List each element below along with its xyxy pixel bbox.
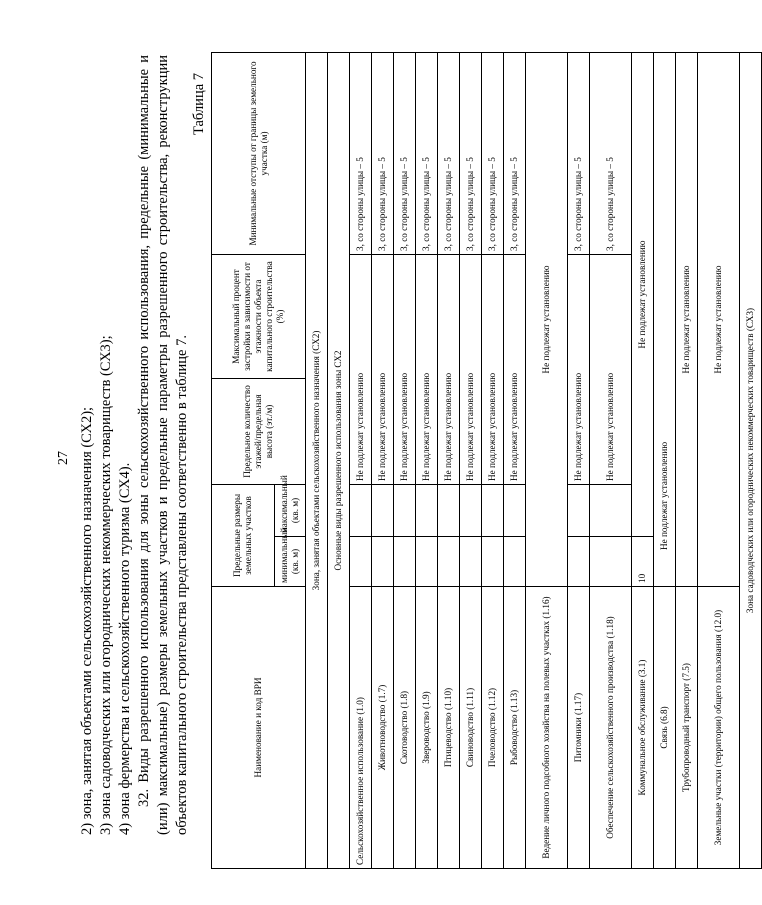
row-floors: Не подлежат установлению (460, 254, 482, 484)
table-row (350, 52, 372, 868)
header-name: Наименование и код ВРИ (212, 587, 306, 869)
row-floors: Не подлежат установлению (482, 254, 504, 484)
header-max: максимальный (кв. м) (275, 484, 306, 536)
row-floors: Не подлежат установлению (438, 254, 460, 484)
table-row (438, 52, 460, 868)
table-row (394, 52, 416, 868)
list-item-cx4: 4) зона фермерства и сельскохозяйственного туризма (СХ4). (117, 462, 133, 835)
row-max (482, 484, 504, 536)
table-row (372, 52, 394, 868)
table-row (504, 52, 526, 868)
row-min (568, 537, 590, 587)
table-row (698, 52, 740, 868)
row-max (590, 484, 632, 536)
table-row (632, 52, 654, 868)
row-name: Свиноводство (1.11) (460, 587, 482, 869)
table-row (460, 52, 482, 868)
row-max (568, 484, 590, 536)
header-min: минимальный (кв. м) (275, 537, 306, 587)
header-floors: Предельное количество этажей/предельная высота (эт./м) (212, 378, 306, 484)
row-value: Не подлежат установлению (698, 52, 740, 586)
row-value: Не подлежат установлению (526, 52, 568, 586)
table-row (676, 52, 698, 868)
page-number: 27 (56, 451, 71, 465)
row-name: Коммунальное обслуживание (3.1) (632, 587, 654, 869)
row-value: Не подлежат установлению (676, 52, 698, 586)
row-min: 10 (632, 537, 654, 587)
table-row (526, 52, 568, 868)
row-name: Ведение личного подсобного хозяйства на полевых участках (1.16) (526, 587, 568, 869)
row-setback: 3, со стороны улицы – 5 (394, 52, 416, 254)
row-floors: Не подлежат установлению (372, 254, 394, 484)
row-min (350, 537, 372, 587)
row-min (590, 537, 632, 587)
row-min (438, 537, 460, 587)
zoning-table (211, 52, 762, 869)
table-row (482, 52, 504, 868)
paragraph-32: 32. Виды разрешенного использования для зоны сельскохозяйственного использования, предельные (минимальные и (или) максимальные) размеры земельных участков и предельные параметры разрешенного строительства, реконструкции объектов капитального строительства представлены соответственно в таблице 7. (136, 55, 190, 835)
row-max (350, 484, 372, 536)
table-row (416, 52, 438, 868)
row-floors: Не подлежат установлению (350, 254, 372, 484)
row-value: Не подлежат установлению (632, 52, 654, 536)
row-setback: 3, со стороны улицы – 5 (460, 52, 482, 254)
row-min (504, 537, 526, 587)
row-min (460, 537, 482, 587)
row-name: Птицеводство (1.10) (438, 587, 460, 869)
row-value: Не подлежат установлению (654, 52, 676, 586)
row-max (372, 484, 394, 536)
header-plot-sizes: Предельные размеры земельных участков (212, 484, 275, 586)
row-name: Обеспечение сельскохозяйственного производства (1.18) (590, 587, 632, 869)
header-setback: Минимальные отступы от границы земельного участка (м) (212, 52, 306, 254)
row-name: Земельные участки (территории) общего пользования (12.0) (698, 587, 740, 869)
list-item-cx2: 2) зона, занятая объектами сельскохозяйственного назначения (СХ2); (79, 406, 95, 835)
row-name: Трубопроводный транспорт (7.5) (676, 587, 698, 869)
row-setback: 3, со стороны улицы – 5 (416, 52, 438, 254)
row-setback: 3, со стороны улицы – 5 (482, 52, 504, 254)
table-row (568, 52, 590, 868)
zone-cx2-row: Зона, занятая объектами сельскохозяйственного назначения (СХ2) (306, 52, 328, 868)
row-setback: 3, со стороны улицы – 5 (568, 52, 590, 254)
row-setback: 3, со стороны улицы – 5 (438, 52, 460, 254)
table-row (590, 52, 632, 868)
row-name: Связь (6.8) (654, 587, 676, 869)
row-min (394, 537, 416, 587)
row-floors: Не подлежат установлению (394, 254, 416, 484)
row-setback: 3, со стороны улицы – 5 (372, 52, 394, 254)
row-floors: Не подлежат установлению (416, 254, 438, 484)
header-percent: Максимальный процент застройки в зависимости от этажности объекта капитального строительства (%) (212, 254, 306, 378)
row-name: Сельскохозяйственное использование (1.0) (350, 587, 372, 869)
list-item-cx3: 3) зона садоводческих или огороднических некоммерческих товариществ (СХ3); (98, 335, 114, 835)
row-max (504, 484, 526, 536)
main-types-row: Основные виды разрешенного использования зоны СХ2 (328, 52, 350, 868)
table-caption: Таблица 7 (191, 72, 207, 135)
row-floors: Не подлежат установлению (568, 254, 590, 484)
row-setback: 3, со стороны улицы – 5 (504, 52, 526, 254)
row-floors: Не подлежат установлению (504, 254, 526, 484)
row-name: Пчеловодство (1.12) (482, 587, 504, 869)
row-max (394, 484, 416, 536)
row-name: Звероводство (1.9) (416, 587, 438, 869)
row-name: Скотоводство (1.8) (394, 587, 416, 869)
row-setback: 3, со стороны улицы – 5 (590, 52, 632, 254)
row-max (460, 484, 482, 536)
row-max (416, 484, 438, 536)
zone-cx3-row: Зона садоводческих или огороднических некоммерческих товариществ (СХ3) (740, 52, 762, 868)
row-max (438, 484, 460, 536)
row-floors: Не подлежат установлению (590, 254, 632, 484)
row-min (416, 537, 438, 587)
row-name: Рыбоводство (1.13) (504, 587, 526, 869)
row-min (482, 537, 504, 587)
row-name: Питомники (1.17) (568, 587, 590, 869)
row-setback: 3, со стороны улицы – 5 (350, 52, 372, 254)
row-name: Животноводство (1.7) (372, 587, 394, 869)
row-min (372, 537, 394, 587)
table-row (654, 52, 676, 868)
table-container (211, 53, 762, 869)
